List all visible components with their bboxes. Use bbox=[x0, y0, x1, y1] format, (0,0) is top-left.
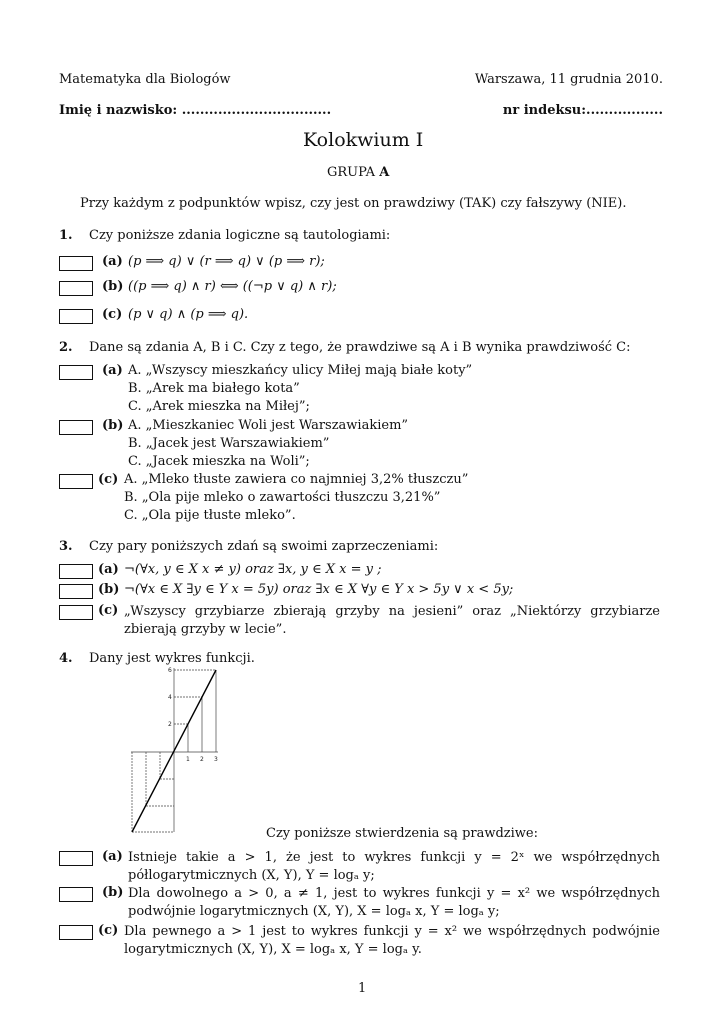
item-label: (b) bbox=[102, 279, 124, 294]
answer-box[interactable] bbox=[59, 365, 93, 380]
q3-text: Czy pary poniższych zdań są swoimi zaprzeczeniami: bbox=[89, 539, 439, 554]
statement-c: C. „Ola pije tłuste mleko”. bbox=[124, 508, 296, 523]
statement-b: B. „Jacek jest Warszawiakiem” bbox=[128, 436, 330, 451]
q4-text: Dany jest wykres funkcji. bbox=[89, 651, 255, 666]
page-number: 1 bbox=[358, 981, 367, 996]
item-text: (p ⟹ q) ∨ (r ⟹ q) ∨ (p ⟹ r); bbox=[128, 254, 325, 269]
answer-box[interactable] bbox=[59, 281, 93, 296]
item-text: ¬(∀x, y ∈ X x ≠ y) oraz ∃x, y ∈ X x = y ; bbox=[124, 562, 382, 577]
statement-c: C. „Jacek mieszka na Woli”; bbox=[128, 454, 310, 469]
item-text: „Wszyscy grzybiarze zbierają grzyby na jesieni” oraz „Niektórzy grzybiarze zbierają grzyby w lecie”. bbox=[124, 604, 660, 637]
group-letter: A bbox=[379, 165, 390, 180]
item-text: ¬(∀x ∈ X ∃y ∈ Y x = 5y) oraz ∃x ∈ X ∀y ∈ Y x > 5y ∨ x < 5y; bbox=[124, 582, 514, 597]
statement-b: B. „Ola pije mleko o zawartości tłuszczu 3,21%” bbox=[124, 490, 441, 505]
answer-box[interactable] bbox=[59, 925, 93, 940]
name-field: Imię i nazwisko: ................................. bbox=[59, 103, 332, 118]
q4-question: Czy poniższe stwierdzenia są prawdziwe: bbox=[266, 826, 539, 841]
answer-box[interactable] bbox=[59, 474, 93, 489]
item-label: (c) bbox=[102, 307, 123, 322]
q3-number: 3. bbox=[59, 539, 73, 554]
item-label: (a) bbox=[102, 849, 123, 864]
group-prefix: GRUPA bbox=[327, 165, 376, 180]
statement-c: C. „Arek mieszka na Miłej”; bbox=[128, 399, 310, 414]
q1-number: 1. bbox=[59, 228, 73, 243]
item-text: Dla pewnego a > 1 jest to wykres funkcji y = x² we współrzędnych podwójnie logarytmicznych (X, Y), X = logₐ x, Y = logₐ y. bbox=[124, 924, 660, 957]
item-label: (c) bbox=[98, 923, 119, 938]
answer-box[interactable] bbox=[59, 605, 93, 620]
item-text: (p ∨ q) ∧ (p ⟹ q). bbox=[128, 307, 249, 322]
answer-box[interactable] bbox=[59, 851, 93, 866]
q1-text: Czy poniższe zdania logiczne są tautologiami: bbox=[89, 228, 391, 243]
tick-label: 1 bbox=[186, 756, 190, 763]
q2-text: Dane są zdania A, B i C. Czy z tego, że prawdziwe są A i B wynika prawdziwość C: bbox=[89, 340, 631, 355]
item-label: (b) bbox=[102, 885, 124, 900]
answer-box[interactable] bbox=[59, 420, 93, 435]
index-field: nr indeksu:................. bbox=[502, 103, 663, 118]
item-label: (a) bbox=[98, 562, 119, 577]
statement-b: B. „Arek ma białego kota” bbox=[128, 381, 300, 396]
statement-a: A. „Mieszkaniec Woli jest Warszawiakiem” bbox=[128, 418, 409, 433]
item-label: (b) bbox=[98, 582, 120, 597]
tick-label: 6 bbox=[168, 667, 172, 674]
q2-number: 2. bbox=[59, 340, 73, 355]
group-label bbox=[327, 165, 389, 180]
tick-label: 4 bbox=[168, 694, 172, 701]
answer-box[interactable] bbox=[59, 309, 93, 324]
item-text: Istnieje takie a > 1, że jest to wykres funkcji y = 2ˣ we współrzędnych półlogarytmicznych (X, Y), Y = logₐ y; bbox=[128, 850, 660, 883]
item-label: (a) bbox=[102, 363, 123, 378]
function-graph bbox=[126, 664, 222, 836]
item-label: (b) bbox=[102, 418, 124, 433]
item-text: ((p ⟹ q) ∧ r) ⟺ ((¬p ∨ q) ∧ r); bbox=[128, 279, 337, 294]
course-name: Matematyka dla Biologów bbox=[59, 72, 231, 87]
item-text: Dla dowolnego a > 0, a ≠ 1, jest to wykres funkcji y = x² we współrzędnych podwójnie logarytmicznych (X, Y), X = logₐ x, Y = logₐ y; bbox=[128, 886, 660, 919]
tick-label: 2 bbox=[200, 756, 204, 763]
item-label: (a) bbox=[102, 254, 123, 269]
answer-box[interactable] bbox=[59, 584, 93, 599]
item-label: (c) bbox=[98, 603, 119, 618]
tick-label: 3 bbox=[214, 756, 218, 763]
instruction: Przy każdym z podpunktów wpisz, czy jest on prawdziwy (TAK) czy fałszywy (NIE). bbox=[80, 196, 627, 211]
q4-number: 4. bbox=[59, 651, 73, 666]
statement-a: A. „Mleko tłuste zawiera co najmniej 3,2% tłuszczu” bbox=[124, 472, 469, 487]
answer-box[interactable] bbox=[59, 256, 93, 271]
statement-a: A. „Wszyscy mieszkańcy ulicy Miłej mają białe koty” bbox=[128, 363, 473, 378]
tick-label: 2 bbox=[168, 721, 172, 728]
answer-box[interactable] bbox=[59, 887, 93, 902]
place-date: Warszawa, 11 grudnia 2010. bbox=[474, 72, 663, 87]
answer-box[interactable] bbox=[59, 564, 93, 579]
page-title: Kolokwium I bbox=[303, 129, 424, 151]
item-label: (c) bbox=[98, 472, 119, 487]
